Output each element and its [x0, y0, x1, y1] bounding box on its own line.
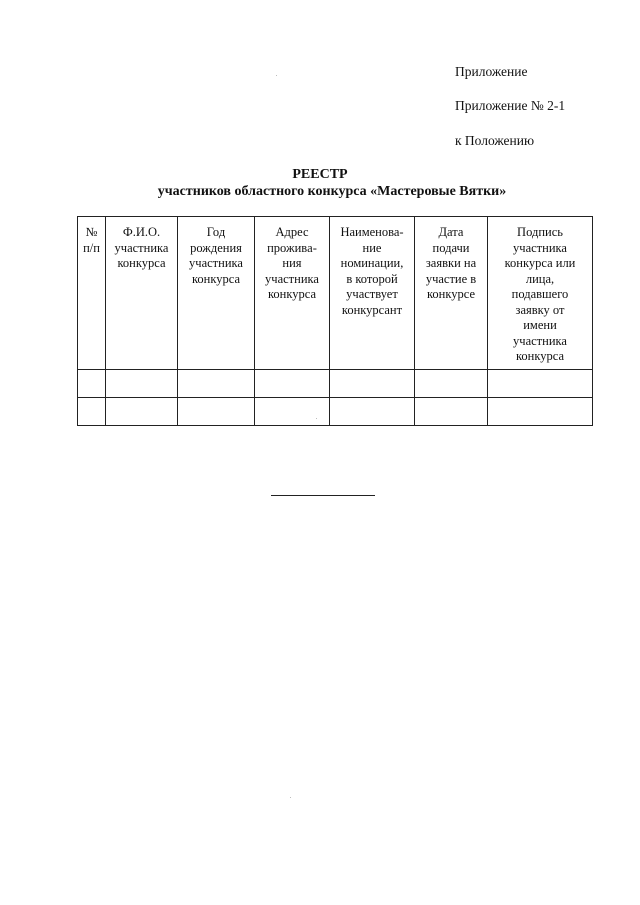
- closing-rule: [271, 495, 375, 496]
- table-cell: [78, 397, 106, 425]
- table-cell: [488, 397, 593, 425]
- scan-speck: [290, 797, 291, 798]
- table-header-row: [78, 217, 593, 370]
- table-cell: [178, 397, 255, 425]
- table-cell: [106, 369, 178, 397]
- column-header-application-date: Дата подачи заявки на участие в конкурсе: [415, 217, 488, 370]
- table-cell: [255, 369, 330, 397]
- scan-speck: [316, 418, 317, 419]
- table-cell: [330, 397, 415, 425]
- document-title: РЕЕСТР: [292, 167, 348, 182]
- table-cell: [415, 397, 488, 425]
- scan-speck: [276, 75, 277, 76]
- table-cell: [415, 369, 488, 397]
- appendix-label: Приложение: [455, 64, 528, 79]
- column-header-birth-year: Год рождения участника конкурса: [178, 217, 255, 370]
- column-header-signature: Подпись участника конкурса или лица, подавшего заявку от имени участника конкурса: [488, 217, 593, 370]
- column-header-number: № п/п: [78, 217, 106, 370]
- document-subtitle: участников областного конкурса «Мастеровые Вятки»: [157, 184, 507, 199]
- table-cell: [488, 369, 593, 397]
- column-header-address: Адрес проживa- ния участника конкурса: [255, 217, 330, 370]
- column-header-full-name: Ф.И.О. участника конкурса: [106, 217, 178, 370]
- registry-table: [77, 216, 593, 426]
- table-row: [78, 369, 593, 397]
- column-header-nomination: Наименова- ние номинации, в которой участвует конкурсант: [330, 217, 415, 370]
- appendix-reference: к Положению: [455, 133, 535, 148]
- table-cell: [330, 369, 415, 397]
- appendix-number: Приложение № 2-1: [455, 98, 566, 113]
- table-cell: [178, 369, 255, 397]
- table-cell: [78, 369, 106, 397]
- table-row: [78, 397, 593, 425]
- table-cell: [106, 397, 178, 425]
- table-cell: [255, 397, 330, 425]
